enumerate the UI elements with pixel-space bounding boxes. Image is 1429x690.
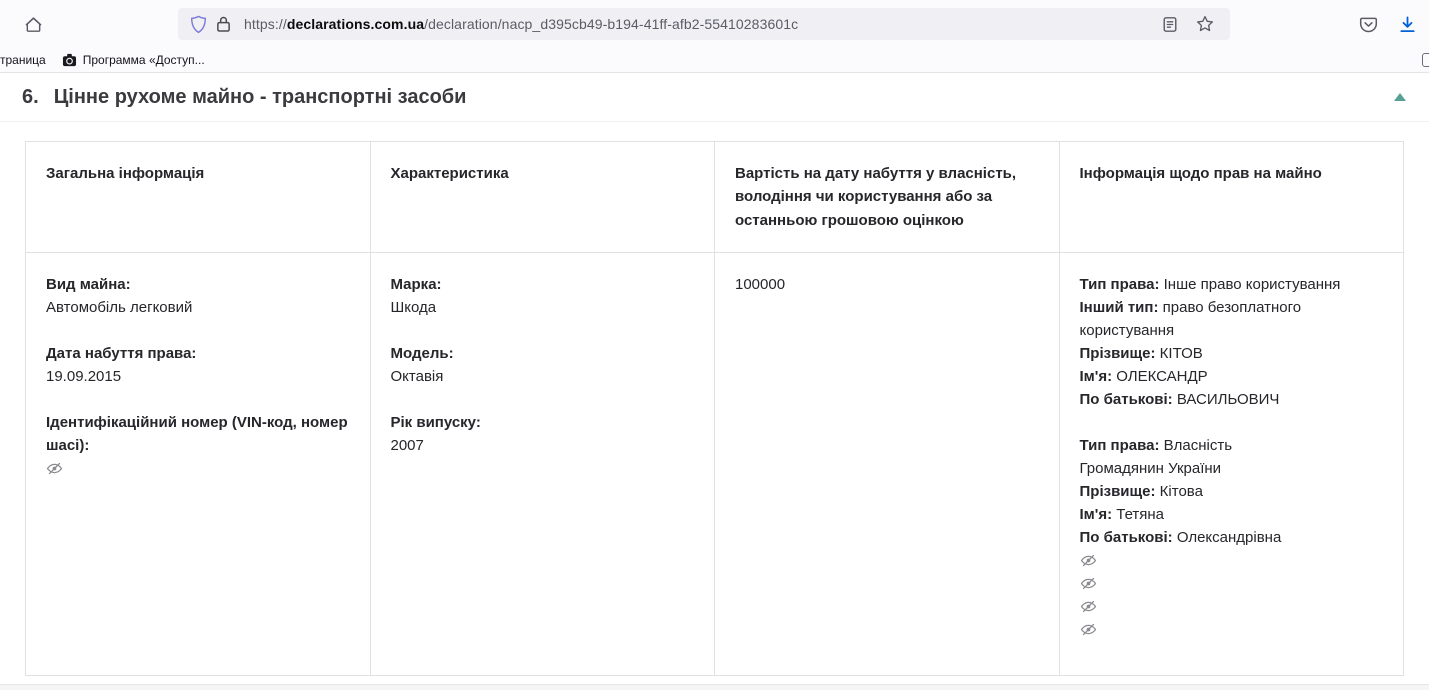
column-header-rights: Інформація щодо прав на майно bbox=[1059, 142, 1404, 253]
tracking-shield-icon[interactable] bbox=[190, 15, 207, 34]
camera-favicon-icon bbox=[62, 53, 77, 67]
column-header-characteristics: Характеристика bbox=[370, 142, 715, 253]
cell-rights-info bbox=[1059, 252, 1404, 675]
hidden-value-row bbox=[1080, 549, 1384, 572]
rights-line: По батькові: Олександрівна bbox=[1079, 528, 1282, 546]
hidden-value-row bbox=[1080, 572, 1384, 595]
bookmarks-bar bbox=[0, 48, 1429, 73]
rights-block-1 bbox=[1080, 273, 1384, 411]
rights-line: Інший тип: право безоплатного користування bbox=[1079, 298, 1302, 339]
rights-line: Ім'я: ОЛЕКСАНДР bbox=[1079, 367, 1208, 385]
eye-slash-icon bbox=[1080, 576, 1097, 591]
bookmark-label: траница bbox=[0, 53, 46, 67]
field-asset-type: Вид майна: Автомобіль легковий bbox=[46, 275, 193, 316]
field-vin: Ідентифікаційний номер (VIN-код, номер шасі): bbox=[46, 411, 350, 480]
rights-line: Тип права: Інше право користування bbox=[1079, 275, 1341, 293]
reader-view-icon[interactable] bbox=[1162, 16, 1178, 33]
rights-line: Громадянин України bbox=[1079, 459, 1222, 477]
bookmark-label: Программа «Доступ... bbox=[82, 53, 205, 67]
field-acquisition-date: Дата набуття права: 19.09.2015 bbox=[46, 344, 197, 385]
download-icon[interactable] bbox=[1398, 15, 1417, 34]
url-path: /declaration/nacp_d395cb49-b194-41ff-afb2-55410283601c bbox=[424, 16, 799, 32]
collapse-section-icon[interactable] bbox=[1394, 93, 1406, 101]
table-row bbox=[26, 252, 1404, 675]
vehicles-table bbox=[25, 141, 1404, 676]
rights-line: Прізвище: КІТОВ bbox=[1079, 344, 1203, 362]
table-header-row bbox=[26, 142, 1404, 253]
page-title: Цінне рухоме майно - транспортні засоби bbox=[53, 85, 467, 108]
url-scheme: https:// bbox=[244, 16, 287, 32]
url-text[interactable] bbox=[244, 16, 798, 32]
eye-slash-icon bbox=[1080, 622, 1097, 637]
star-icon[interactable] bbox=[1196, 15, 1214, 33]
next-section-divider bbox=[0, 684, 1429, 690]
rights-block-2 bbox=[1080, 434, 1384, 549]
home-button[interactable] bbox=[20, 11, 46, 37]
section-number: 6. bbox=[22, 85, 39, 108]
eye-slash-icon bbox=[1080, 599, 1097, 614]
cell-valuation bbox=[715, 252, 1060, 675]
field-year: Рік випуску: 2007 bbox=[390, 413, 481, 454]
valuation-amount: 100000 bbox=[735, 275, 786, 293]
url-domain: declarations.com.ua bbox=[286, 16, 425, 32]
field-model: Модель: Октавія bbox=[390, 344, 454, 385]
eye-slash-icon bbox=[46, 461, 63, 476]
hidden-value-row bbox=[1080, 595, 1384, 618]
rights-line: По батькові: ВАСИЛЬОВИЧ bbox=[1079, 390, 1280, 408]
section-header bbox=[0, 73, 1429, 122]
rights-line: Ім'я: Тетяна bbox=[1079, 505, 1165, 523]
cell-general-info bbox=[26, 252, 371, 675]
sidebar-toggle-icon[interactable] bbox=[1422, 53, 1429, 67]
field-brand: Марка: Шкода bbox=[390, 275, 442, 316]
eye-slash-icon bbox=[1080, 553, 1097, 568]
hidden-value-row bbox=[1080, 618, 1384, 641]
hidden-value-row bbox=[46, 457, 350, 480]
bookmark-item-partial[interactable] bbox=[0, 53, 46, 67]
cell-characteristics bbox=[370, 252, 715, 675]
pocket-icon[interactable] bbox=[1359, 15, 1378, 34]
lock-icon[interactable] bbox=[216, 15, 231, 33]
home-icon bbox=[24, 15, 43, 34]
column-header-valuation: Вартість на дату набуття у власність, володіння чи користування або за останньою грошовою оцінкою bbox=[715, 142, 1060, 253]
column-header-general: Загальна інформація bbox=[26, 142, 371, 253]
bookmark-item-program[interactable] bbox=[62, 53, 205, 67]
address-bar[interactable] bbox=[178, 8, 1230, 40]
rights-line: Прізвище: Кітова bbox=[1079, 482, 1203, 500]
browser-toolbar bbox=[0, 0, 1429, 48]
rights-line: Тип права: Власність bbox=[1079, 436, 1233, 454]
